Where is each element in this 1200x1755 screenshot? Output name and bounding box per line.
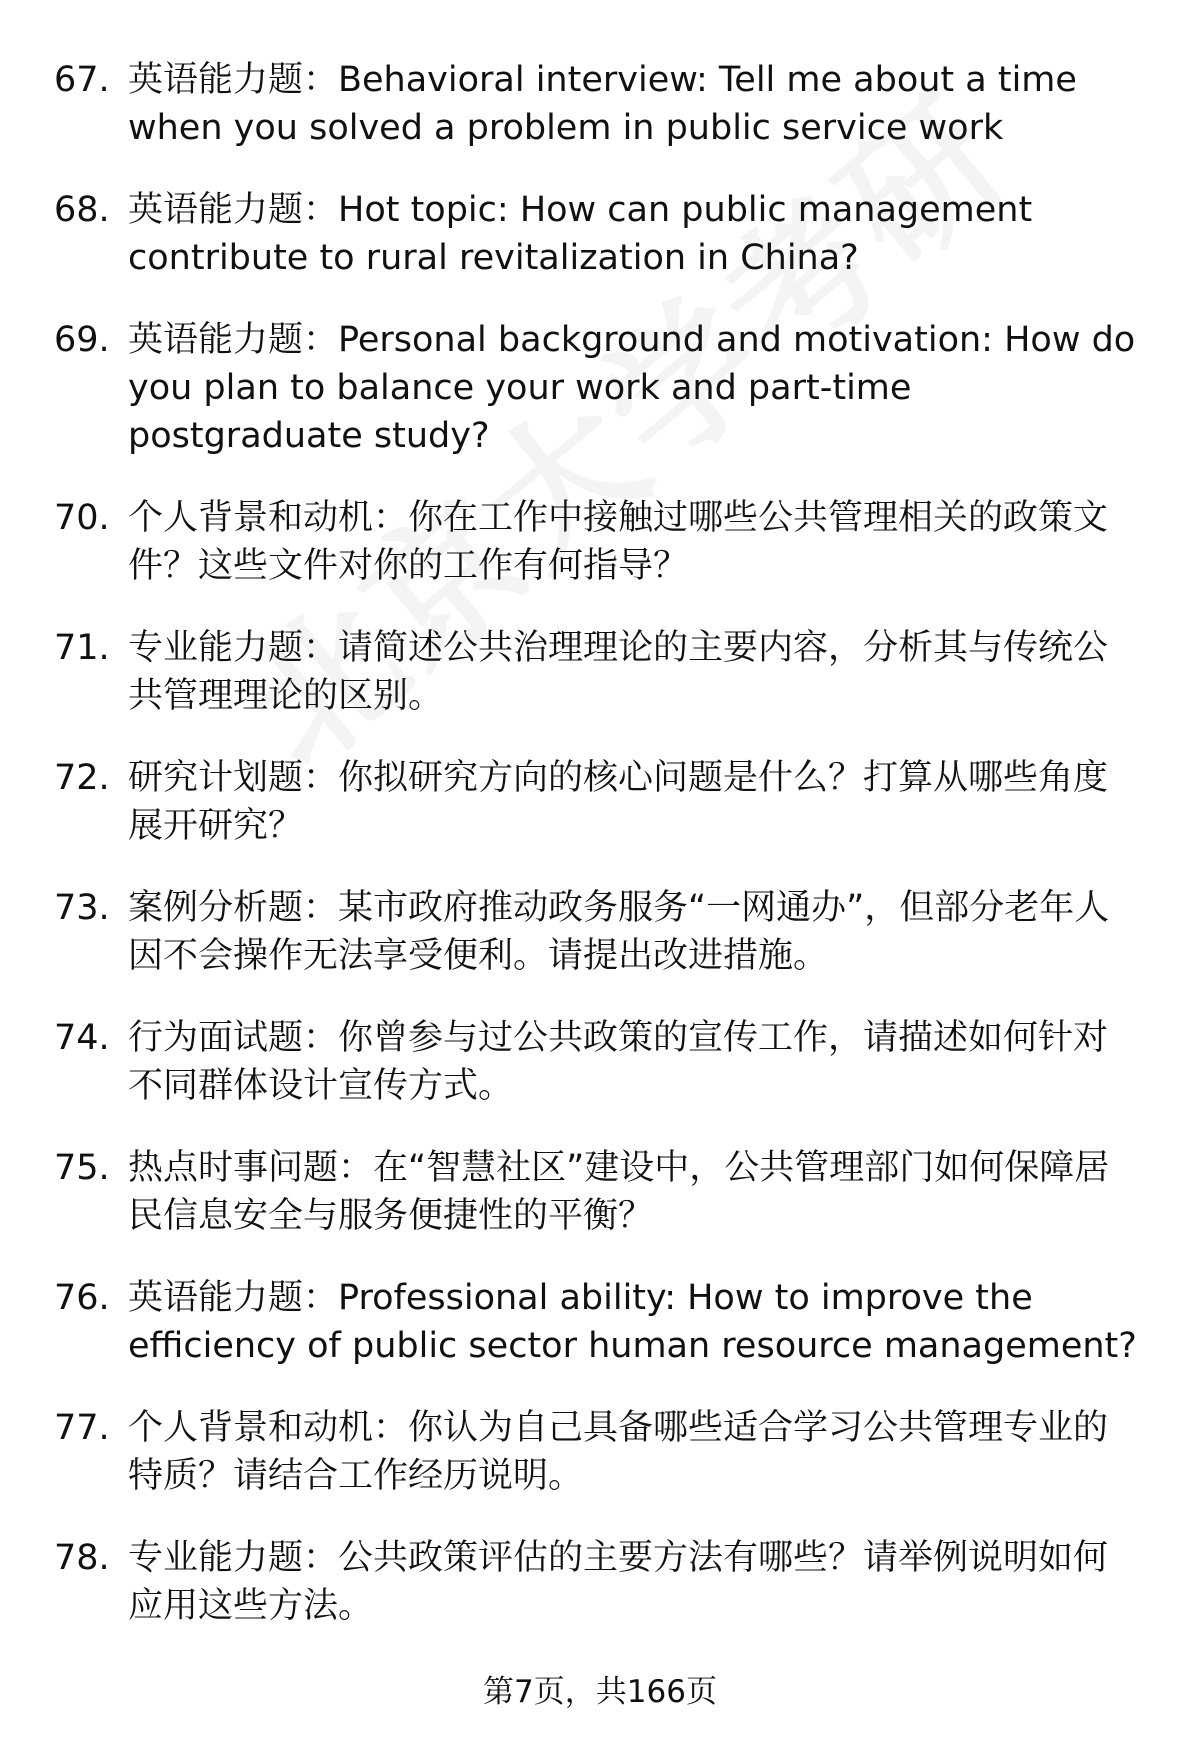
question-number: 67. <box>54 60 110 100</box>
question-text: 个人背景和动机：你在工作中接触过哪些公共管理相关的政策文件？这些文件对你的工作有何指导？ <box>128 498 1109 586</box>
page-footer: 第7页，共166页 <box>483 1674 717 1710</box>
question-item-73 <box>0 884 1200 980</box>
question-text: 专业能力题：公共政策评估的主要方法有哪些？请举例说明如何应用这些方法。 <box>128 1538 1109 1626</box>
question-number: 73. <box>54 888 110 928</box>
question-text: 案例分析题：某市政府推动政务服务“一网通办”，但部分老年人因不会操作无法享受便利。请提出改进措施。 <box>128 888 1110 976</box>
question-number: 75. <box>54 1148 110 1188</box>
question-item-76 <box>0 1274 1200 1370</box>
question-item-71 <box>0 624 1200 720</box>
question-number: 76. <box>54 1278 110 1318</box>
question-number: 72. <box>54 758 110 798</box>
question-list <box>0 56 1200 1664</box>
question-number: 70. <box>54 498 110 538</box>
question-number: 68. <box>54 190 110 230</box>
question-item-70 <box>0 494 1200 590</box>
question-text: 行为面试题：你曾参与过公共政策的宣传工作，请描述如何针对不同群体设计宣传方式。 <box>128 1018 1109 1106</box>
question-text: 专业能力题：请简述公共治理理论的主要内容，分析其与传统公共管理理论的区别。 <box>128 628 1109 716</box>
question-item-68 <box>0 186 1200 282</box>
question-number: 74. <box>54 1018 110 1058</box>
question-item-77 <box>0 1404 1200 1500</box>
question-text: 热点时事问题：在“智慧社区”建设中，公共管理部门如何保障居民信息安全与服务便捷性的平衡？ <box>128 1148 1110 1236</box>
question-item-72 <box>0 754 1200 850</box>
question-item-75 <box>0 1144 1200 1240</box>
question-number: 78. <box>54 1538 110 1578</box>
question-item-69 <box>0 316 1200 460</box>
question-item-74 <box>0 1014 1200 1110</box>
question-number: 69. <box>54 320 110 360</box>
question-item-78 <box>0 1534 1200 1630</box>
question-number: 77. <box>54 1408 110 1448</box>
question-text: 英语能力题：Personal background and motivation: How do you plan to balance your work and part-time postgraduate study? <box>128 320 1136 456</box>
question-text: 英语能力题：Hot topic: How can public management contribute to rural revitalization in China? <box>128 190 1033 278</box>
question-number: 71. <box>54 628 110 668</box>
question-text: 英语能力题：Professional ability: How to improve the efficiency of public sector human resource management? <box>128 1278 1137 1366</box>
question-item-67 <box>0 56 1200 152</box>
question-text: 研究计划题：你拟研究方向的核心问题是什么？打算从哪些角度展开研究？ <box>128 758 1109 846</box>
question-text: 英语能力题：Behavioral interview: Tell me about a time when you solved a problem in public service work <box>128 60 1077 148</box>
question-text: 个人背景和动机：你认为自己具备哪些适合学习公共管理专业的特质？请结合工作经历说明。 <box>128 1408 1109 1496</box>
